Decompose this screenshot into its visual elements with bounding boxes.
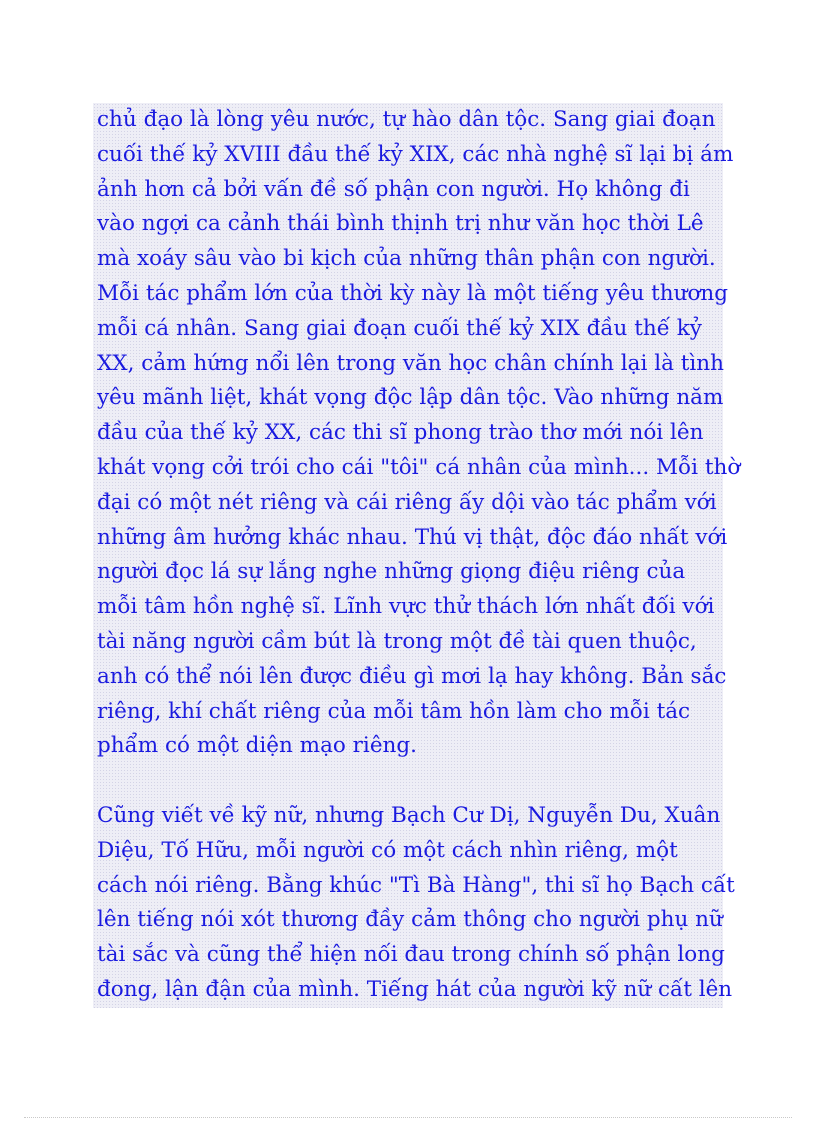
paragraph-gap bbox=[97, 764, 723, 799]
text-line: Diệu, Tố Hữu, mỗi người có một cách nhìn riêng, một bbox=[97, 837, 678, 863]
text-line: đại có một nét riêng và cái riêng ấy dội vào tác phẩm với bbox=[97, 489, 717, 515]
text-line: vào ngợi ca cảnh thái bình thịnh trị như văn học thời Lê bbox=[97, 211, 704, 237]
text-line: tài năng người cầm bút là trong một đề tài quen thuộc, bbox=[97, 628, 697, 654]
text-line: những âm hưởng khác nhau. Thú vị thật, độc đáo nhất với bbox=[97, 524, 728, 550]
text-line: phẩm có một diện mạo riêng. bbox=[97, 733, 417, 759]
text-line: khát vọng cởi trói cho cái "tôi" cá nhân của mình... Mỗi thờ bbox=[97, 454, 741, 480]
text-line: mà xoáy sâu vào bi kịch của những thân phận con người. bbox=[97, 246, 716, 272]
text-line: tài sắc và cũng thể hiện nối đau trong chính số phận long bbox=[97, 942, 725, 968]
paragraph-2 bbox=[97, 799, 735, 1008]
text-line: riêng, khí chất riêng của mỗi tâm hồn làm cho mỗi tác bbox=[97, 698, 691, 724]
text-line: anh có thể nói lên được điều gì mơi lạ hay không. Bản sắc bbox=[97, 663, 727, 689]
text-line: mỗi cá nhân. Sang giai đoạn cuối thế kỷ XIX đầu thế kỷ bbox=[97, 315, 702, 341]
text-line: chủ đạo là lòng yêu nước, tự hào dân tộc. Sang giai đoạn bbox=[97, 107, 716, 132]
page-bottom-border bbox=[24, 1117, 792, 1118]
text-line: lên tiếng nói xót thương đầy cảm thông cho người phụ nữ bbox=[97, 907, 723, 933]
text-line: cách nói riêng. Bằng khúc "Tì Bà Hàng", thi sĩ họ Bạch cất bbox=[97, 872, 735, 898]
text-line: đầu của thế kỷ XX, các thi sĩ phong trào thơ mới nói lên bbox=[97, 420, 704, 446]
text-line: XX, cảm hứng nổi lên trong văn học chân chính lại là tình bbox=[97, 350, 724, 376]
text-line: yêu mãnh liệt, khát vọng độc lập dân tộc. Vào những năm bbox=[97, 385, 724, 411]
text-line: người đọc lá sự lắng nghe những giọng điệu riêng của bbox=[97, 559, 686, 585]
text-line: cuối thế kỷ XVIII đầu thế kỷ XIX, các nhà nghệ sĩ lại bị ám bbox=[97, 141, 734, 167]
text-line: mỗi tâm hồn nghệ sĩ. Lĩnh vực thử thách lớn nhất đối với bbox=[97, 594, 715, 620]
text-line: Cũng viết về kỹ nữ, nhưng Bạch Cư Dị, Nguyễn Du, Xuân bbox=[97, 802, 721, 828]
text-line: đong, lận đận của mình. Tiếng hát của người kỹ nữ cất lên bbox=[97, 976, 733, 1002]
text-line: ảnh hơn cả bởi vấn đề số phận con người. Họ không đi bbox=[97, 176, 690, 202]
text-line: Mỗi tác phẩm lớn của thời kỳ này là một tiếng yêu thương bbox=[97, 280, 729, 306]
paragraph-1 bbox=[97, 103, 741, 764]
text-body bbox=[93, 103, 741, 1008]
